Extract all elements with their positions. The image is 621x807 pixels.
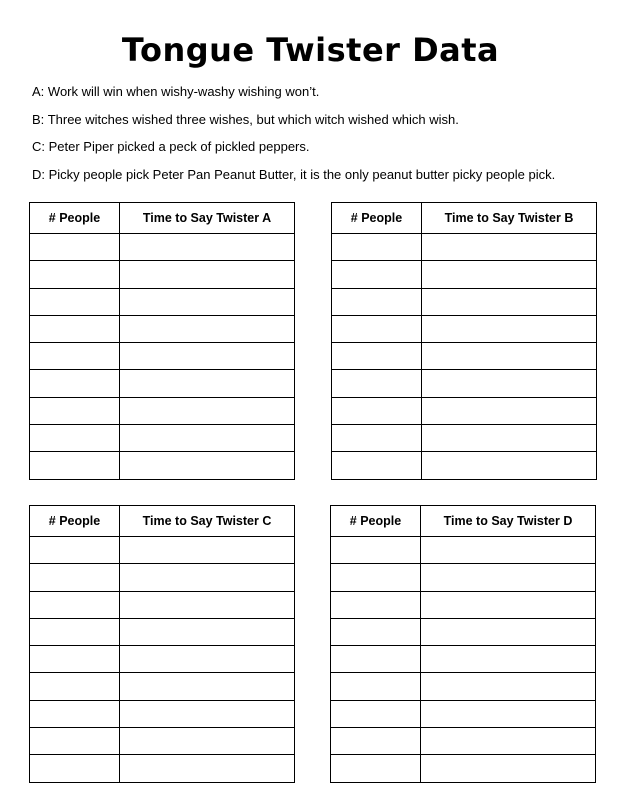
time-cell[interactable] [120, 343, 295, 370]
time-cell[interactable] [422, 452, 597, 479]
twister-letter: A: [32, 84, 45, 99]
table-row [30, 425, 295, 452]
time-cell[interactable] [422, 234, 597, 261]
people-cell[interactable] [331, 564, 421, 591]
column-header-people: # People [30, 506, 120, 537]
table-header-row [332, 203, 597, 234]
twister-item-d [32, 165, 602, 193]
time-cell[interactable] [421, 591, 596, 618]
table-row [331, 591, 596, 618]
table-row [30, 288, 295, 315]
column-header-time: Time to Say Twister D [421, 506, 596, 537]
people-cell[interactable] [30, 591, 120, 618]
time-cell[interactable] [120, 618, 295, 645]
people-cell[interactable] [332, 425, 422, 452]
people-cell[interactable] [332, 370, 422, 397]
twister-list [32, 82, 602, 192]
time-cell[interactable] [120, 700, 295, 727]
data-table-twister-d [330, 505, 596, 783]
table-row [331, 728, 596, 755]
table-row [30, 755, 295, 782]
table-row [30, 234, 295, 261]
time-cell[interactable] [421, 646, 596, 673]
time-cell[interactable] [421, 564, 596, 591]
table-row [332, 452, 597, 479]
table-row [30, 646, 295, 673]
time-cell[interactable] [120, 261, 295, 288]
table-row [332, 397, 597, 424]
people-cell[interactable] [332, 234, 422, 261]
table-row [30, 564, 295, 591]
people-cell[interactable] [332, 315, 422, 342]
table-row [30, 397, 295, 424]
table-row [30, 370, 295, 397]
column-header-time: Time to Say Twister B [422, 203, 597, 234]
column-header-people: # People [332, 203, 422, 234]
time-cell[interactable] [421, 700, 596, 727]
people-cell[interactable] [332, 452, 422, 479]
table-row [332, 234, 597, 261]
twister-letter: C: [32, 139, 45, 154]
people-cell[interactable] [30, 537, 120, 564]
people-cell[interactable] [30, 673, 120, 700]
people-cell[interactable] [30, 425, 120, 452]
twister-text: Work will win when wishy-washy wishing won’t. [47, 84, 320, 99]
table-row [30, 728, 295, 755]
people-cell[interactable] [30, 397, 120, 424]
table-row [331, 564, 596, 591]
table-row [332, 425, 597, 452]
table-row [30, 537, 295, 564]
people-cell[interactable] [331, 537, 421, 564]
people-cell[interactable] [331, 646, 421, 673]
table-row [331, 755, 596, 782]
table-row [30, 700, 295, 727]
time-cell[interactable] [422, 343, 597, 370]
people-cell[interactable] [30, 234, 120, 261]
column-header-people: # People [30, 203, 120, 234]
table-row [30, 452, 295, 479]
time-cell[interactable] [421, 673, 596, 700]
time-cell[interactable] [422, 261, 597, 288]
data-table-twister-b [331, 202, 597, 480]
table-row [332, 315, 597, 342]
table-row [331, 646, 596, 673]
people-cell[interactable] [30, 564, 120, 591]
people-cell[interactable] [332, 261, 422, 288]
time-cell[interactable] [120, 564, 295, 591]
people-cell[interactable] [30, 618, 120, 645]
twister-text: Three witches wished three wishes, but which witch wished which wish. [47, 111, 459, 127]
time-cell[interactable] [120, 673, 295, 700]
table-row [332, 343, 597, 370]
people-cell[interactable] [332, 397, 422, 424]
time-cell[interactable] [421, 728, 596, 755]
time-cell[interactable] [120, 591, 295, 618]
time-cell[interactable] [421, 618, 596, 645]
data-table-twister-a [29, 202, 295, 480]
time-cell[interactable] [120, 425, 295, 452]
table-row [30, 315, 295, 342]
twister-item-a [32, 82, 602, 110]
people-cell[interactable] [30, 728, 120, 755]
twister-letter: D: [32, 166, 45, 182]
twister-item-c [32, 137, 602, 165]
page-title: Tongue Twister Data [121, 31, 500, 69]
table-row [331, 673, 596, 700]
table-row [332, 370, 597, 397]
people-cell[interactable] [30, 452, 120, 479]
people-cell[interactable] [30, 370, 120, 397]
time-cell[interactable] [422, 425, 597, 452]
time-cell[interactable] [421, 537, 596, 564]
table-row [332, 288, 597, 315]
table-row [30, 673, 295, 700]
people-cell[interactable] [30, 315, 120, 342]
people-cell[interactable] [331, 700, 421, 727]
table-row [30, 343, 295, 370]
time-cell[interactable] [120, 452, 295, 479]
time-cell[interactable] [120, 315, 295, 342]
table-row [331, 537, 596, 564]
people-cell[interactable] [30, 261, 120, 288]
column-header-time: Time to Say Twister A [120, 203, 295, 234]
table-header-row [30, 203, 295, 234]
table-row [331, 700, 596, 727]
time-cell[interactable] [422, 288, 597, 315]
people-cell[interactable] [30, 646, 120, 673]
table-row [30, 591, 295, 618]
time-cell[interactable] [120, 234, 295, 261]
table-header-row [30, 506, 295, 537]
people-cell[interactable] [30, 288, 120, 315]
time-cell[interactable] [120, 755, 295, 782]
time-cell[interactable] [120, 537, 295, 564]
people-cell[interactable] [30, 755, 120, 782]
column-header-time: Time to Say Twister C [120, 506, 295, 537]
people-cell[interactable] [332, 343, 422, 370]
twister-letter: B: [32, 111, 45, 127]
time-cell[interactable] [120, 646, 295, 673]
time-cell[interactable] [422, 315, 597, 342]
people-cell[interactable] [30, 343, 120, 370]
time-cell[interactable] [120, 397, 295, 424]
time-cell[interactable] [120, 370, 295, 397]
time-cell[interactable] [120, 728, 295, 755]
people-cell[interactable] [331, 728, 421, 755]
column-header-people: # People [331, 506, 421, 537]
time-cell[interactable] [422, 370, 597, 397]
table-row [30, 261, 295, 288]
twister-text: Picky people pick Peter Pan Peanut Butter, it is the only peanut butter picky people pick. [48, 166, 556, 182]
time-cell[interactable] [421, 755, 596, 782]
table-row [332, 261, 597, 288]
data-table-twister-c [29, 505, 295, 783]
twister-item-b [32, 110, 602, 138]
people-cell[interactable] [331, 755, 421, 782]
table-header-row [331, 506, 596, 537]
twister-text: Peter Piper picked a peck of pickled peppers. [48, 139, 310, 154]
people-cell[interactable] [30, 700, 120, 727]
time-cell[interactable] [120, 288, 295, 315]
people-cell[interactable] [331, 591, 421, 618]
people-cell[interactable] [332, 288, 422, 315]
people-cell[interactable] [331, 618, 421, 645]
time-cell[interactable] [422, 397, 597, 424]
people-cell[interactable] [331, 673, 421, 700]
table-row [30, 618, 295, 645]
table-row [331, 618, 596, 645]
